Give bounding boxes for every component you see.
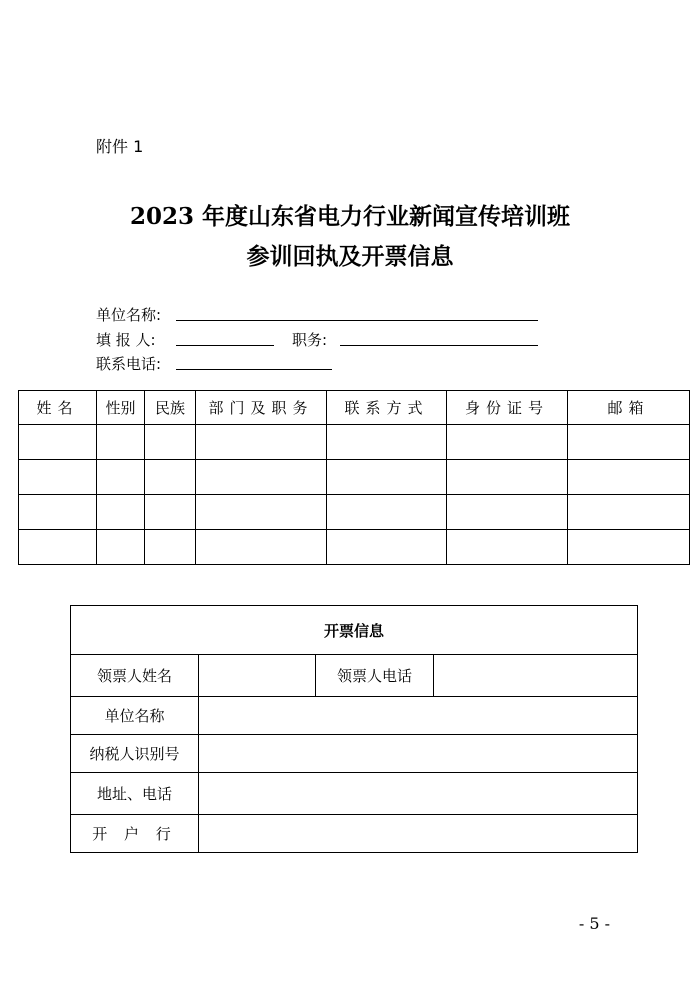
- table-row: [19, 530, 690, 565]
- position-field[interactable]: [340, 345, 538, 346]
- participants-header-row: [19, 391, 690, 425]
- unit-name-label: 单位名称:: [96, 306, 162, 324]
- document-title-line2: 参训回执及开票信息: [246, 243, 454, 270]
- header-ethnicity: 民族: [145, 391, 196, 425]
- header-gender: 性别: [97, 391, 145, 425]
- table-cell[interactable]: [568, 460, 690, 495]
- table-cell[interactable]: [327, 425, 447, 460]
- contact-phone-label: 联系电话:: [96, 355, 162, 373]
- invoice-unit-name-cell[interactable]: [199, 697, 638, 735]
- address-phone-cell[interactable]: [199, 773, 638, 815]
- participants-table: [18, 390, 690, 565]
- table-cell[interactable]: [327, 530, 447, 565]
- table-cell[interactable]: [19, 460, 97, 495]
- recipient-name-label: 领票人姓名: [71, 655, 199, 697]
- position-label: 职务:: [292, 331, 328, 349]
- header-id-number: 身份证号: [447, 391, 568, 425]
- table-cell[interactable]: [19, 495, 97, 530]
- table-row: [19, 460, 690, 495]
- table-cell[interactable]: [145, 530, 196, 565]
- table-row: [19, 425, 690, 460]
- table-cell[interactable]: [568, 495, 690, 530]
- header-department-position: 部门及职务: [196, 391, 327, 425]
- table-cell[interactable]: [97, 495, 145, 530]
- table-cell[interactable]: [97, 460, 145, 495]
- table-cell[interactable]: [327, 460, 447, 495]
- bank-cell[interactable]: [199, 815, 638, 853]
- invoice-header: 开票信息: [71, 606, 638, 655]
- header-contact: 联系方式: [327, 391, 447, 425]
- table-cell[interactable]: [447, 495, 568, 530]
- table-cell[interactable]: [97, 425, 145, 460]
- table-cell[interactable]: [568, 425, 690, 460]
- taxpayer-id-label: 纳税人识别号: [71, 735, 199, 773]
- bank-label: 开 户 行: [71, 815, 199, 853]
- contact-phone-field[interactable]: [176, 369, 332, 370]
- filler-label: 填 报 人:: [96, 331, 156, 349]
- table-cell[interactable]: [447, 425, 568, 460]
- table-cell[interactable]: [196, 495, 327, 530]
- table-cell[interactable]: [196, 460, 327, 495]
- table-cell[interactable]: [97, 530, 145, 565]
- table-row: [19, 495, 690, 530]
- header-email: 邮箱: [568, 391, 690, 425]
- taxpayer-id-cell[interactable]: [199, 735, 638, 773]
- header-name: 姓名: [19, 391, 97, 425]
- table-cell[interactable]: [145, 460, 196, 495]
- table-cell[interactable]: [19, 530, 97, 565]
- page-number: - 5 -: [578, 914, 610, 933]
- table-cell[interactable]: [19, 425, 97, 460]
- filler-field[interactable]: [176, 345, 274, 346]
- invoice-unit-name-label: 单位名称: [71, 697, 199, 735]
- table-cell[interactable]: [145, 425, 196, 460]
- table-cell[interactable]: [196, 425, 327, 460]
- address-phone-label: 地址、电话: [71, 773, 199, 815]
- recipient-phone-cell[interactable]: [434, 655, 638, 697]
- table-cell[interactable]: [145, 495, 196, 530]
- table-cell[interactable]: [447, 530, 568, 565]
- invoice-table: [70, 605, 638, 853]
- table-cell[interactable]: [196, 530, 327, 565]
- document-title-line1: 2023 年度山东省电力行业新闻宣传培训班: [129, 203, 571, 230]
- table-cell[interactable]: [568, 530, 690, 565]
- recipient-name-cell[interactable]: [199, 655, 316, 697]
- unit-name-field[interactable]: [176, 320, 538, 321]
- table-cell[interactable]: [447, 460, 568, 495]
- recipient-phone-label: 领票人电话: [316, 655, 434, 697]
- attachment-label: 附件 1: [96, 137, 144, 156]
- table-cell[interactable]: [327, 495, 447, 530]
